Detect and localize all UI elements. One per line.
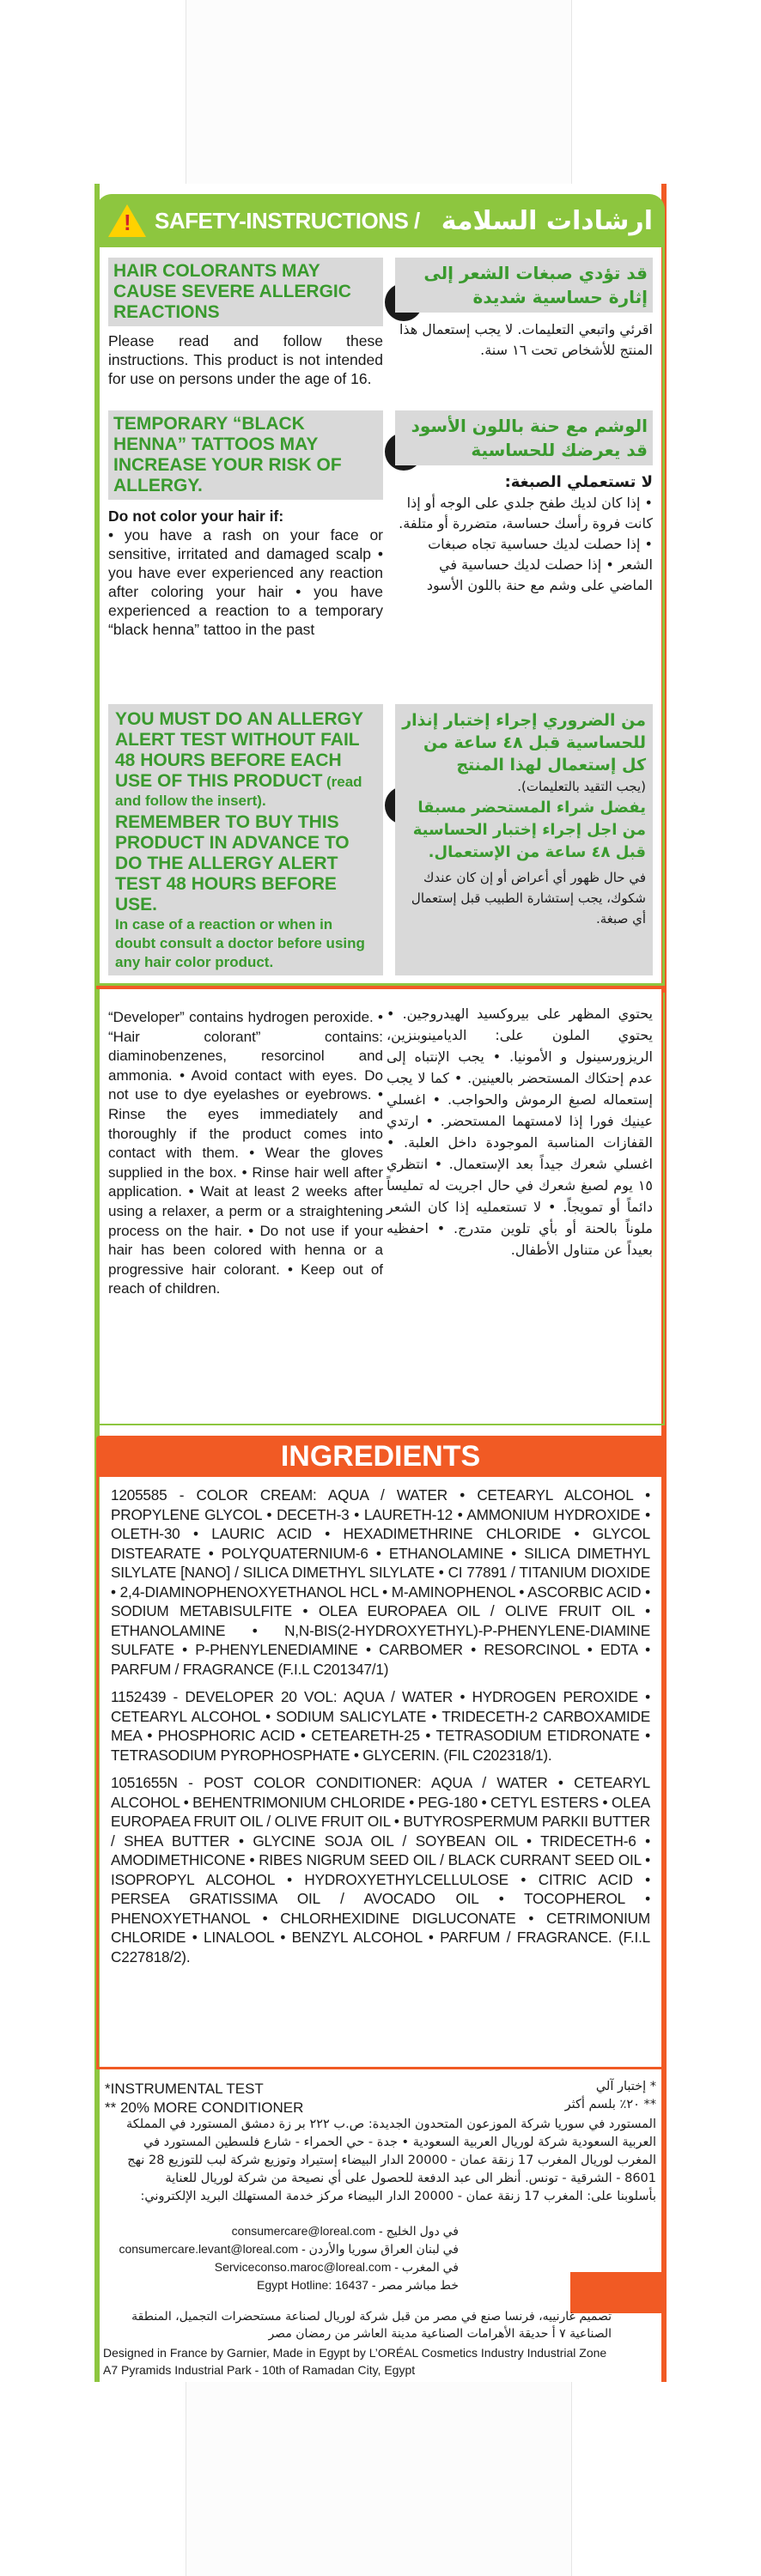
ingredients-conditioner: 1051655N - POST COLOR CONDITIONER: AQUA / WATER • CETEARYL ALCOHOL • BEHENTRIMONIUM CHLORIDE • PEG-180 • CETYL ESTERS • OLEA EUROPAEA FRUIT OIL / OLIVE FRUIT OIL • BUTYROSPERMUM PARKII BUTTER / SHEA BUTTER • GLYCINE SOJA OIL / SOYBEAN OIL • TRIDECETH-6 • AMODIMETHICONE • RIBES NIGRUM SEED OIL / BLACK CURRANT SEED OIL • ISOPROPYL ALCOHOL • HYDROXYETHYLCELLULOSE • CITRIC ACID • PERSEA GRATISSIMA OIL / AVOCADO OIL • TOCOPHEROL • PHENOXYETHANOL • CHLORHEXIDINE DIGLUCONATE • CETRIMONIUM CHLORIDE • LINALOOL • BENZYL ALCOHOL • PARFUM / FRAGRANCE. (F.I.L C227818/2). xyxy=(111,1774,650,1965)
allergy-test-heading-ar: من الضروري إجراء إختبار إنذار للحساسية قبل ٤٨ ساعة من كل إستعمال لهذا المنتج xyxy=(402,711,646,775)
remember-heading-ar: يفضل شراء المستحضر مسبقا من اجل إجراء إختبار الحساسية قبل ٤٨ ساعة من الإستعمال. xyxy=(412,799,646,861)
ingredients-title: INGREDIENTS xyxy=(96,1436,665,1477)
contact-levant: consumercare.levant@loreal.com - في لبنان العراق سوريا والأردن xyxy=(119,2242,459,2256)
henna-heading-ar: الوشم مع حنة باللون الأسود قد يعرضك للحساسية xyxy=(395,410,653,465)
do-not-color-en: Do not color your hair if: xyxy=(108,507,284,525)
section-divider xyxy=(96,986,665,989)
allergy-body-en: Please read and follow these instructions. This product is not intended for use on persons under the age of 16. xyxy=(108,332,383,387)
safety-block-3 xyxy=(100,704,661,979)
manufacturer-ar: تصميم غارنييه، فرنسا صنع في مصر من قبل شركة لوريال لصناعة مستحضرات التجميل، المنطقة الصناعية ٧ أ حديقة الأهرامات الصناعية مدينة العاشر من رمضان مصر xyxy=(131,2310,612,2341)
orange-accent-bar xyxy=(570,2272,665,2313)
footer xyxy=(96,2069,665,2301)
safety-block-1 xyxy=(100,258,661,386)
contact-gulf: consumercare@loreal.com - في دول الخليج xyxy=(231,2224,459,2238)
contact-list xyxy=(119,2222,459,2294)
read-insert-ar: (يجب التقيد بالتعليمات). xyxy=(517,779,646,794)
safety-block-2 xyxy=(100,410,661,694)
distributors-ar: المستورد في سوريا شركة الموزعون المتحدون الجديدة: ص.ب ٢٢٢ بر زة دمشق المستورد في المملكة العربية السعودية شركة لوريال العربية السعودية • جدة - حي الحمراء - شارع فلسطين المستورد في المغرب لوريال المغرب 17 زنقة عمان - 20000 الدار البيضاء إستيراد وتوزيع شركة لبب للتوزيع 28 نهج 8601 - الشرقية - تونس. أنظر الى عبد الدفعة للحصول على أي نصيحة من شركة لوريال للعناية بأسلوبنا على: المغرب 17 زنقة عمان - 20000 الدار البيضاء مركز خدمة المستهلك البريد الإلكتروني: xyxy=(125,2117,656,2203)
ingredients-developer: 1152439 - DEVELOPER 20 VOL: AQUA / WATER • HYDROGEN PEROXIDE • CETEARYL ALCOHOL • SODIUM SALICYLATE • TRIDECETH-2 CARBOXAMIDE MEA • PHOSPHORIC ACID • CETEARETH-25 • TETRASODIUM ETIDRONATE • TETRASODIUM PYROPHOSPHATE • GLYCERIN. (FIL C202318/1). xyxy=(111,1688,650,1764)
safety-title-en: SAFETY-INSTRUCTIONS / xyxy=(155,207,420,234)
precautions-block xyxy=(100,1003,661,1415)
henna-heading-en: TEMPORARY “BLACK HENNA” TATTOOS MAY INCREASE YOUR RISK OF ALLERGY. xyxy=(108,410,383,500)
top-flap xyxy=(186,0,572,184)
more-conditioner-en: ** 20% MORE CONDITIONER xyxy=(105,2099,304,2116)
allergy-heading-en: HAIR COLORANTS MAY CAUSE SEVERE ALLERGIC REACTIONS xyxy=(108,258,383,326)
do-not-color-list-ar: • إذا كان لديك طفح جلدي على الوجه أو إذا كانت فروة رأسك حساسة، متضررة أو متلفة. • إذا حصلت لديك حساسية تجاه صبغات الشعر • إذا حصلت لديك حساسية في الماضي على وشم مع حنة باللون الأسود xyxy=(399,495,653,593)
doubt-consult-ar: في حال ظهور أي أعراض أو إن كان عندك شكوك، يجب إستشارة الطبيب قبل إستعمال أي صبغة. xyxy=(411,870,646,927)
do-not-color-list-en: • you have a rash on your face or sensitive, irritated and damaged scalp • you have ever experienced any reaction after coloring your hair • you have experienced a reaction to a temporary “black henna” tattoo in the past xyxy=(108,526,383,638)
manufacturer-en: Designed in France by Garnier, Made in Egypt by L’ORÉAL Cosmetics Industry Industrial Zone A7 Pyramids Industrial Park - 10th of Ramadan City, Egypt xyxy=(103,2346,607,2377)
instrumental-test-en: *INSTRUMENTAL TEST xyxy=(105,2081,264,2097)
do-not-color-ar: لا تستعملي الصبغة: xyxy=(504,473,653,491)
egypt-hotline: Egypt Hotline: 16437 - خط مباشر مصر xyxy=(257,2278,459,2292)
bottom-flap xyxy=(186,2382,572,2576)
instrumental-test-ar: * إختبار آلي xyxy=(595,2080,656,2093)
more-conditioner-ar: ** ٢٠٪ بلسم أكثر xyxy=(564,2098,656,2111)
precautions-ar: يحتوي المظهر على بيروكسيد الهيدروجين. • يحتوي الملون على: الديامينوبنزين، الريزورسينول و الأمونيا. • يجب الإنتباه إلى عدم إحتكاك المستحضر بالعينين. • كما لا يجب إستعماله لصبغ الرموش والحواجب. • اغسلي عينيك فورا إذا لامستهما المستحضر. • ارتدي القفازات المناسبة الموجودة داخل العلبة. • اغسلي شعرك جيداً بعد الإستعمال. • انتظري ١٥ يوم لصبغ شعرك في حال اجريت له تمليساً دائماً أو تمويجاً. • لا تستعمليه إذا كان الشعر ملوناً بالحنة أو بأي تلوين متدرج. • احفظيه بعيداً عن متناول الأطفال. xyxy=(387,1005,653,1258)
allergy-body-ar: اقرئي واتبعي التعليمات. لا يجب إستعمال هذا المنتج للأشخاص تحت ١٦ سنة. xyxy=(399,321,653,358)
allergy-test-heading-en: YOU MUST DO AN ALLERGY ALERT TEST WITHOUT FAIL 48 HOURS BEFORE EACH USE OF THIS PRODUCT xyxy=(115,709,363,791)
contact-morocco: Serviceconso.maroc@loreal.com - في المغرب xyxy=(214,2260,459,2274)
safety-header xyxy=(96,194,665,247)
footer-notes-ar xyxy=(124,2078,656,2206)
precautions-en: “Developer” contains hydrogen peroxide. • “Hair colorant” contains: diaminobenzenes, resorcinol and ammonia. • Avoid contact with eyes. Do not use to dye eyelashes or eyebrows. • Rinse the eyes immediately and thoroughly if the product comes into contact with them. • Wear the gloves supplied in the box. • Rinse hair well after application. • Wait at least 2 weeks after using a relaxer, a perm or a straightening process on the hair. • Do not use if your hair has been colored with henna or a progressive hair colorant. • Keep out of reach of children. xyxy=(108,1009,383,1297)
read-insert-en: (read and follow the insert). xyxy=(115,774,362,809)
ingredients-body xyxy=(96,1477,665,2069)
ingredients-color-cream: 1205585 - COLOR CREAM: AQUA / WATER • CETEARYL ALCOHOL • PROPYLENE GLYCOL • DECETH-3 • LAURETH-12 • AMMONIUM HYDROXIDE • OLETH-30 • LAURIC ACID • HEXADIMETHRINE CHLORIDE • GLYCOL DISTEARATE • POLYQUATERNIUM-6 • ETHANOLAMINE • SILICA DIMETHYL SILYLATE [NANO] / SILICA DIMETHYL SILYLATE • CI 77891 / TITANIUM DIOXIDE • 2,4-DIAMINOPHENOXYETHANOL HCL • M-AMINOPHENOL • ASCORBIC ACID • SODIUM METABISULFITE • OLEA EUROPAEA OIL / OLIVE FRUIT OIL • ETHANOLAMINE • N,N-BIS(2-HYDROXYETHYL)-P-PHENYLENE-DIAMINE SULFATE • P-PHENYLENEDIAMINE • CARBOMER • RESORCINOL • EDTA • PARFUM / FRAGRANCE (F.I.L C201347/1) xyxy=(111,1486,650,1678)
safety-title-ar: ارشادات السلامة xyxy=(441,205,653,236)
warning-triangle-icon: ! xyxy=(108,204,146,237)
remember-heading-en: REMEMBER TO BUY THIS PRODUCT IN ADVANCE TO DO THE ALLERGY ALERT TEST 48 HOURS BEFORE USE. xyxy=(115,812,350,914)
doubt-consult-en: In case of a reaction or when in doubt consult a doctor before using any hair color product. xyxy=(115,916,365,970)
allergy-heading-ar: قد تؤدي صبغات الشعر إلى إثارة حساسية شديدة xyxy=(395,258,653,313)
